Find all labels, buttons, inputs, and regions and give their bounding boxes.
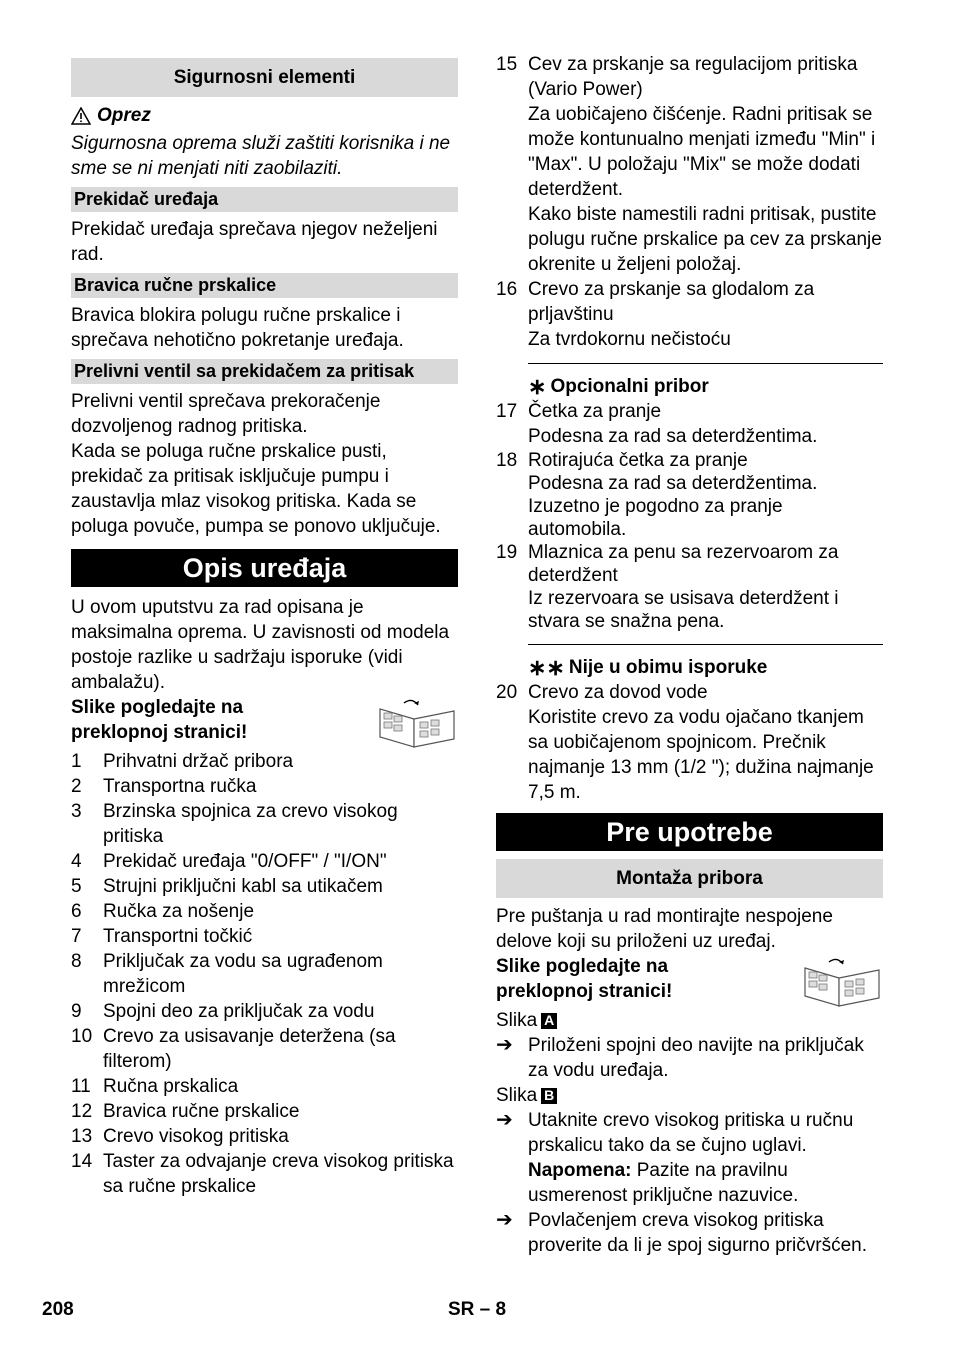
step-item: ➔ Priloženi spojni deo navijte na priključak za vodu uređaja. (496, 1034, 864, 1081)
caution-text: Sigurnosna oprema služi zaštiti korisnika i ne sme se ni menjati niti zaobilaziti. (71, 133, 451, 179)
open-book-icon (801, 954, 883, 1008)
section-label: SR – 8 (448, 1299, 507, 1320)
right-column (496, 52, 883, 1258)
list-item: 16 Crevo za prskanje sa glodalom za prljavštinu Za tvrdokornu nečistoću (496, 279, 815, 350)
caution-label: Oprez (97, 105, 151, 126)
arrow-right-icon: ➔ (496, 1034, 513, 1056)
double-asterisk-icon: ∗∗ (528, 655, 565, 680)
switch-text: Prekidač uređaja sprečava njegov neželjeni rad. (71, 219, 438, 265)
list-item: 9 Spojni deo za priključak za vodu (71, 1001, 375, 1022)
list-item: 2 Transportna ručka (71, 776, 257, 797)
page-number: 208 (42, 1299, 74, 1320)
mounting-text: Pre puštanja u rad montirajte nespojene delove koji su priloženi uz uređaj. (496, 906, 833, 952)
lock-text: Bravica blokira polugu ručne prskalice i sprečava nehotično pokretanje uređaja. (71, 305, 404, 351)
list-item: 12 Bravica ručne prskalice (71, 1101, 300, 1122)
mounting-heading: Montaža pribora (496, 859, 883, 898)
list-item: 7 Transportni točkić (71, 926, 253, 947)
fold-note-row (71, 695, 458, 749)
list-item: 13 Crevo visokog pritiska (71, 1126, 289, 1147)
parts-list (71, 749, 458, 1199)
left-column (71, 58, 458, 1199)
divider (528, 633, 883, 645)
open-book-icon (376, 695, 458, 749)
list-item: 14 Taster za odvajanje creva visokog pritiska sa ručne prskalice (71, 1151, 454, 1197)
valve-text-2: Kada se poluga ručne prskalice pusti, prekidač za pritisak isključuje pumpu i zaustavlja mlaz visokog pritiska. Kada se poluga povuče, pumpa se ponovo uključuje. (71, 441, 441, 537)
list-item: 8 Priključak za vodu sa ugrađenom mrežicom (71, 951, 383, 997)
step-item: ➔ Povlačenjem creva visokog pritiska proverite da li je spoj sigurno pričvršćen. (496, 1209, 867, 1256)
list-item: 20 Crevo za dovod vode Koristite crevo za vodu ojačano tkanjem sa uobičajenom spojnicom. Prečnik najmanje 13 mm (1/2 "); dužina najmanje 7,5 m. (496, 682, 874, 803)
description-text: U ovom uputstvu za rad opisana je maksimalna oprema. U zavisnosti od modela postoje razlike u sadržaju isporuke (vidi ambalažu). (71, 597, 450, 693)
asterisk-icon: ∗ (528, 374, 547, 399)
list-item: 15 Cev za prskanje sa regulacijom pritiska (Vario Power) Za uobičajeno čišćenje. Radni pritisak se može kontunualno menjati između "Min" i "Max". U položaju "Mix" se može dodati deterdžent. Kako biste namestili radni pritisak, pustite polugu ručne prskalice pa cev za prskanje okrenite u željeni položaj. (496, 54, 882, 275)
figure-a-badge: A (541, 1013, 557, 1029)
not-included-heading: ∗∗ Nije u obimu isporuke (528, 655, 768, 680)
arrow-right-icon: ➔ (496, 1209, 513, 1231)
optional-accessories-heading: ∗ Opcionalni pribor (528, 374, 709, 399)
fold-note: Slike pogledajte na preklopnoj stranici! (71, 697, 248, 743)
list-item: 10 Crevo za usisavanje deteržena (sa filterom) (71, 1026, 396, 1072)
warning-icon (71, 107, 91, 125)
valve-heading: Prelivni ventil sa prekidačem za pritisak (71, 359, 458, 384)
arrow-right-icon: ➔ (496, 1109, 513, 1131)
note: Napomena: Pazite na pravilnu usmerenost priključne nazuvice. (528, 1160, 799, 1206)
list-item: 1 Prihvatni držač pribora (71, 751, 294, 772)
list-item: 18 Rotirajuća četka za pranje Podesna za rad sa deterdžentima. Izuzetno je pogodno za pranje automobila. (496, 450, 818, 540)
list-item: 11 Ručna prskalica (71, 1076, 239, 1097)
list-item: 19 Mlaznica za penu sa rezervoarom za deterdžent Iz rezervoara se usisava deterdžent i stvara se snažna pena. (496, 542, 839, 632)
safety-heading: Sigurnosni elementi (71, 58, 458, 97)
figure-a-label: Slika A (496, 1008, 883, 1033)
list-item: 4 Prekidač uređaja "0/OFF" / "I/ON" (71, 851, 387, 872)
switch-heading: Prekidač uređaja (71, 187, 458, 212)
list-item: 6 Ručka za nošenje (71, 901, 255, 922)
list-item: 17 Četka za pranje Podesna za rad sa deterdžentima. (496, 401, 818, 447)
description-heading: Opis uređaja (71, 549, 458, 587)
step-item: ➔ Utaknite crevo visokog pritiska u ručnu prskalicu tako da se čujno uglavi. Napomena: Pazite na pravilnu usmerenost priključne nazuvice. (496, 1108, 883, 1208)
list-item: 5 Strujni priključni kabl sa utikačem (71, 876, 383, 897)
caution-heading (71, 103, 458, 128)
before-use-heading: Pre upotrebe (496, 813, 883, 851)
fold-note-row (496, 954, 883, 1008)
list-item: 3 Brzinska spojnica za crevo visokog pritiska (71, 801, 398, 847)
lock-heading: Bravica ručne prskalice (71, 273, 458, 298)
figure-b-label: Slika B (496, 1083, 883, 1108)
figure-b-badge: B (541, 1088, 557, 1104)
fold-note: Slike pogledajte na preklopnoj stranici! (496, 956, 673, 1002)
valve-text-1: Prelivni ventil sprečava prekoračenje dozvoljenog radnog pritiska. (71, 391, 381, 437)
divider (528, 352, 883, 364)
